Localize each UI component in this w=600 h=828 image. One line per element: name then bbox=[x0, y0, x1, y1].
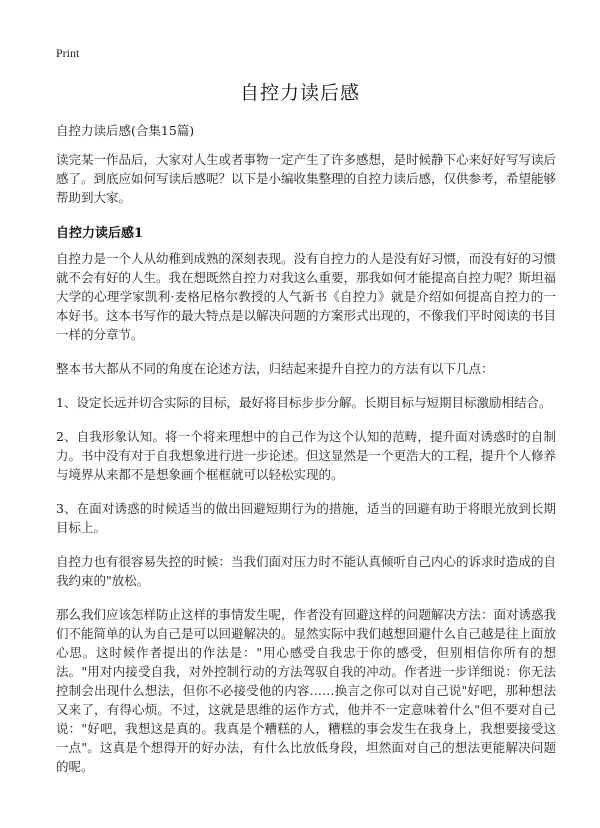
body-paragraph: 整本书大都从不同的角度在论述方法，归结起来提升自控力的方法有以下几点： bbox=[56, 361, 494, 376]
body-paragraph: 自控力是一个人从幼稚到成熟的深刻表现。没有自控力的人是没有好习惯，而没有好的习惯就不会有好的人生。我在想既然自控力对我这么重要，那我如何才能提高自控力呢？斯坦福大学的心理学家凯利·麦格尼格尔教授的人气新书《自控力》就是介绍如何提高自控力的一本好书。这本书写作的最大特点是以解决问题的方案形式出现的，不像我们平时阅读的书目一样的分章节。 bbox=[56, 251, 557, 342]
article-body bbox=[56, 150, 556, 791]
document-title: 自控力读后感 bbox=[239, 82, 360, 104]
body-paragraph: 1、设定长远并切合实际的目标，最好将目标步步分解。长期目标与短期目标激励相结合。 bbox=[56, 395, 552, 410]
section-heading: 自控力读后感1 bbox=[56, 226, 144, 241]
body-paragraph: 那么我们应该怎样防止这样的事情发生呢，作者没有回避这样的问题解决方法：面对诱惑我们不能简单的认为自己是可以回避解决的。显然实际中我们越想回避什么自己越是往上面放心思。这时候作者提出的作法是："用心感受自我忠于你的感受，但别相信你所有的想法。"用对内接受自我，对外控制行动的方法驾驭自我的冲动。作者进一步详细说：你无法控制会出现什么想法，但你不必接受他的内容……换言之你可以对自己说"好吧，那种想法又来了，有得心烦。不过，这就是思维的运作方式，他并不一定意味着什么"但不要对自己说："好吧，我想这是真的。我真是个糟糕的人，糟糕的事会发生在我身上，我想要接受这一点"。这真是个想得开的好办法，有什么比放低身段，坦然面对自己的想法更能解决问题的呢。 bbox=[56, 607, 557, 774]
document-subtitle: 自控力读后感(合集15篇) bbox=[56, 123, 195, 138]
intro-paragraph: 读完某一作品后，大家对人生或者事物一定产生了许多感想，是时候静下心来好好写写读后感了。到底应如何写读后感呢？以下是小编收集整理的自控力读后感，仅供参考，希望能够帮助到大家。 bbox=[56, 152, 557, 205]
body-paragraph: 3、在面对诱惑的时候适当的做出回避短期行为的措施，适当的回避有助于将眼光放到长期目标上。 bbox=[56, 501, 556, 535]
print-link[interactable]: Print bbox=[56, 46, 80, 60]
body-paragraph: 2、自我形象认知。将一个将来理想中的自己作为这个认知的范畴，提升面对诱惑时的自制力。书中没有对于自我想象进行进一步论述。但这显然是一个更浩大的工程，提升个人修养与境界从来都不是想象画个框框就可以轻松实现的。 bbox=[56, 429, 557, 482]
body-paragraph: 自控力也有很容易失控的时候：当我们面对压力时不能认真倾听自己内心的诉求时造成的自我约束的"放松。 bbox=[56, 554, 557, 588]
